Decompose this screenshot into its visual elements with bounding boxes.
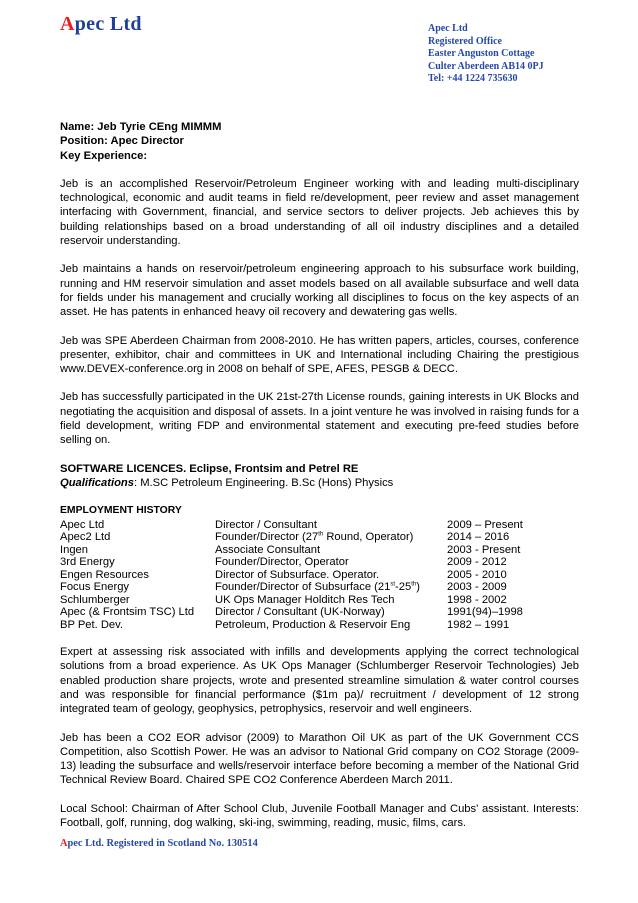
employment-company: Focus Energy: [60, 581, 130, 594]
employment-dates: 2009 - 2012: [447, 556, 507, 569]
employment-company: 3rd Energy: [60, 556, 115, 569]
employment-row: [60, 581, 579, 594]
office-telephone: Tel: +44 1224 735630: [428, 73, 518, 84]
employment-role: UK Ops Manager Holditch Res Tech: [215, 593, 395, 606]
office-company: Apec Ltd: [428, 23, 468, 34]
employment-company: Ingen: [60, 543, 88, 556]
employment-role: Director / Consultant: [215, 518, 317, 531]
key-experience-heading: Key Experience:: [60, 149, 148, 162]
employment-row: [60, 544, 579, 557]
employment-dates: 1982 – 1991: [447, 618, 510, 631]
employment-row: [60, 619, 579, 632]
company-logo: [60, 13, 142, 36]
employment-row: [60, 519, 579, 532]
registration-footer: [60, 838, 258, 849]
office-address-line2: Culter Aberdeen AB14 0PJ: [428, 60, 544, 72]
summary-paragraph-2: Jeb maintains a hands on reservoir/petroleum engineering approach to his subsurface work building, running and HM reservoir simulation and asset models based on all available subsurface and well data for fields under his management and crucially working all disciplines to focus on the key aspects of an asset. He has patents in enhanced heavy oil recovery and dewatering gas wells.: [60, 263, 579, 319]
cv-body: [60, 120, 579, 830]
employment-table: [60, 519, 579, 632]
candidate-position: Position: Apec Director: [60, 135, 184, 148]
employment-company: Apec Ltd: [60, 518, 105, 531]
employment-row: [60, 594, 579, 607]
employment-role: Director of Subsurface. Operator.: [215, 568, 380, 581]
footer-initial: A: [60, 838, 68, 849]
employment-dates: 2003 - 2009: [447, 581, 507, 594]
employment-row: [60, 606, 579, 619]
employment-row: [60, 569, 579, 582]
candidate-name: Name: Jeb Tyrie CEng MIMMM: [60, 121, 222, 133]
employment-role: Founder/Director, Operator: [215, 556, 349, 569]
experience-paragraph-1: Expert at assessing risk associated with infills and developments applying the correct technological solutions from a broad experience. As UK Ops Manager (Schlumberger Reservoir Technologies) Jeb enabled production share projects, wrote and presented streamline simulation & water control courses and was responsible for financial performance ($1m pa)/ recruitment / development of 12 strong integrated team of geology, geophysics, petrophysics, reservoir and well engineers.: [60, 646, 579, 716]
employment-dates: 2005 - 2010: [447, 568, 507, 581]
employment-role: Founder/Director of Subsurface (21st-25th): [215, 581, 420, 594]
employment-row: [60, 556, 579, 569]
office-address-line1: Easter Anguston Cottage: [428, 48, 535, 59]
software-licences: SOFTWARE LICENCES. Eclipse, Frontsim and Petrel RE: [60, 462, 359, 475]
employment-company: Schlumberger: [60, 593, 130, 606]
interests-paragraph: Local School: Chairman of After School Club, Juvenile Football Manager and Cubs' assistant. Interests: Football, golf, running, dog walking, ski-ing, swimming, reading, music, films, cars.: [60, 802, 579, 829]
footer-text: pec Ltd. Registered in Scotland No. 130514: [67, 838, 258, 849]
office-label: Registered Office: [428, 35, 502, 47]
employment-dates: 1998 - 2002: [447, 593, 507, 606]
employment-dates: 2003 - Present: [447, 543, 521, 556]
employment-company: Apec2 Ltd: [60, 531, 111, 544]
summary-paragraph-3: Jeb was SPE Aberdeen Chairman from 2008-2010. He has written papers, articles, courses, conference presenter, exhibitor, chair and committees in UK and International including Chairing the prestigious www.DEVEX-conference.org in 2008 on behalf of SPE, AFES, PESGB & DECC.: [60, 334, 579, 376]
employment-company: Engen Resources: [60, 568, 149, 581]
experience-paragraph-2: Jeb has been a CO2 EOR advisor (2009) to Marathon Oil UK as part of the UK Government CCS Competition, also Scottish Power. He was an advisor to National Grid company on CO2 Storage (2009-13) leading the subsurface and wells/reservoir interface before becoming a member of the National Grid Technical Review Board. Chaired SPE CO2 Conference Aberdeen March 2011.: [60, 731, 579, 787]
employment-row: [60, 531, 579, 544]
summary-paragraph-1: Jeb is an accomplished Reservoir/Petroleum Engineer working with and leading multi-disciplinary technological, economic and audit teams in field re/development, peer review and asset management interfacing with Government, financial, and service sectors to deliver projects. Jeb achieves this by building relationships based on a broad understanding of all oil industry disciplines and a detailed reservoir understanding.: [60, 177, 579, 248]
employment-history-heading: EMPLOYMENT HISTORY: [60, 505, 182, 517]
qualifications-text: : M.SC Petroleum Engineering. B.Sc (Hons) Physics: [133, 476, 394, 489]
logo-text: pec Ltd: [74, 13, 142, 35]
employment-role: Petroleum, Production & Reservoir Eng: [215, 618, 411, 631]
employment-dates: 2009 – Present: [447, 518, 523, 531]
qualifications-label: Qualifications: [60, 476, 134, 489]
qualifications-line: [60, 476, 579, 490]
employment-role: Associate Consultant: [215, 543, 321, 556]
employment-role: Founder/Director (27th Round, Operator): [215, 531, 414, 544]
logo-initial: A: [60, 13, 75, 35]
employment-dates: 2014 – 2016: [447, 531, 510, 544]
summary-paragraph-4: Jeb has successfully participated in the UK 21st-27th License rounds, gaining interests in UK Blocks and negotiating the acquisition and disposal of assets. In a joint venture he was involved in raising funds for a field development, writing FDP and environmental statement and executing pre-feed studies before selling on.: [60, 391, 579, 447]
registered-office-block: [428, 23, 544, 86]
employment-company: BP Pet. Dev.: [60, 618, 124, 631]
employment-company: Apec (& Frontsim TSC) Ltd: [60, 606, 195, 619]
employment-role: Director / Consultant (UK-Norway): [215, 606, 385, 619]
employment-dates: 1991(94)–1998: [447, 606, 523, 619]
